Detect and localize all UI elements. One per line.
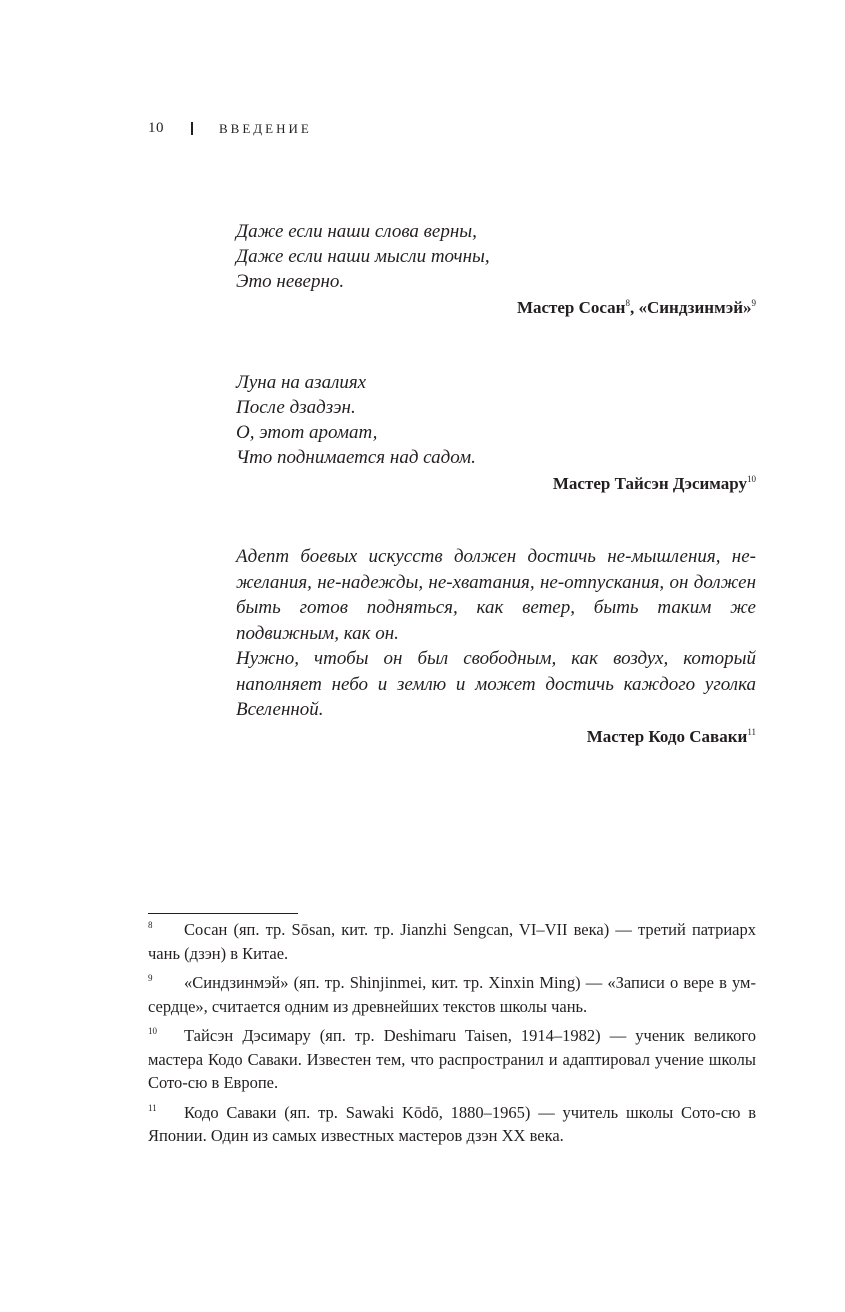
footnote-ref[interactable]: 8 (625, 298, 630, 308)
verse-line: После дзадзэн. (236, 397, 356, 418)
author-name: Мастер Тайсэн Дэсимару (552, 474, 747, 493)
verse-line: Луна на азалиях (236, 372, 367, 393)
verse-line: Это неверно. (236, 271, 345, 292)
footnote (148, 1024, 756, 1095)
work-title: , «Синдзинмэй» (629, 298, 752, 317)
footnote-text: Сосан (яп. тр. Sōsan, кит. тр. Jianzhi Sengcan, VI–VII века) — третий патриарх чань (дзэн) в Китае. (148, 920, 756, 963)
footnote-number: 10 (148, 1026, 157, 1036)
epigraph-deshimaru (236, 370, 756, 495)
prose (236, 544, 756, 723)
footnote-number: 9 (148, 973, 153, 983)
footnote-text: Тайсэн Дэсимару (яп. тр. Deshimaru Taisen, 1914–1982) — ученик великого мастера Кодо Саваки. Известен тем, что распространил и адаптировал учение школы Сото-сю в Европе. (148, 1026, 756, 1092)
running-header (148, 120, 312, 137)
footnote (148, 971, 756, 1018)
epigraph-author (236, 297, 756, 319)
header-divider (191, 122, 193, 135)
author-name: Мастер Кодо Саваки (586, 726, 748, 746)
footnote-ref[interactable]: 10 (747, 474, 756, 484)
footnote-text: Кодо Саваки (яп. тр. Sawaki Kōdō, 1880–1965) — учитель школы Сото-сю в Японии. Один из самых известных мастеров дзэн XX века. (148, 1102, 756, 1145)
epigraph-sawaki (236, 544, 756, 748)
section-title: ВВЕДЕНИЕ (219, 120, 312, 136)
epigraph-author (236, 473, 756, 495)
verse-line: Что поднимается над садом. (236, 447, 476, 468)
verse (236, 370, 756, 470)
footnote-ref[interactable]: 11 (747, 726, 756, 737)
verse-line: О, этот аромат, (236, 422, 378, 443)
footnotes (148, 918, 756, 1154)
page-number: 10 (148, 120, 164, 136)
footnote-rule (148, 913, 298, 914)
epigraph-sosan (236, 219, 756, 319)
prose-paragraph: Адепт боевых искусств должен достичь не-мышления, не-желания, не-надежды, не-хватания, не-отпускания, он должен быть готов подняться, как ветер, быть таким же подвижным, как он. (236, 546, 756, 644)
footnote (148, 1101, 756, 1148)
verse-line: Даже если наши мысли точны, (236, 246, 490, 267)
verse (236, 219, 756, 294)
prose-paragraph: Нужно, чтобы он был свободным, как воздух, который наполняет небо и землю и может достичь каждого уголка Вселенной. (236, 648, 756, 720)
footnote-text: «Синдзинмэй» (яп. тр. Shinjinmei, кит. тр. Xinxin Ming) — «Записи о вере в ум-сердце», считается одним из древнейших текстов школы чань. (148, 973, 756, 1016)
footnote (148, 918, 756, 965)
epigraph-author (236, 726, 756, 748)
footnote-number: 11 (148, 1102, 157, 1113)
footnote-number: 8 (148, 920, 153, 930)
verse-line: Даже если наши слова верны, (236, 221, 477, 242)
footnote-ref[interactable]: 9 (751, 298, 756, 308)
author-name: Мастер Сосан (516, 298, 626, 317)
